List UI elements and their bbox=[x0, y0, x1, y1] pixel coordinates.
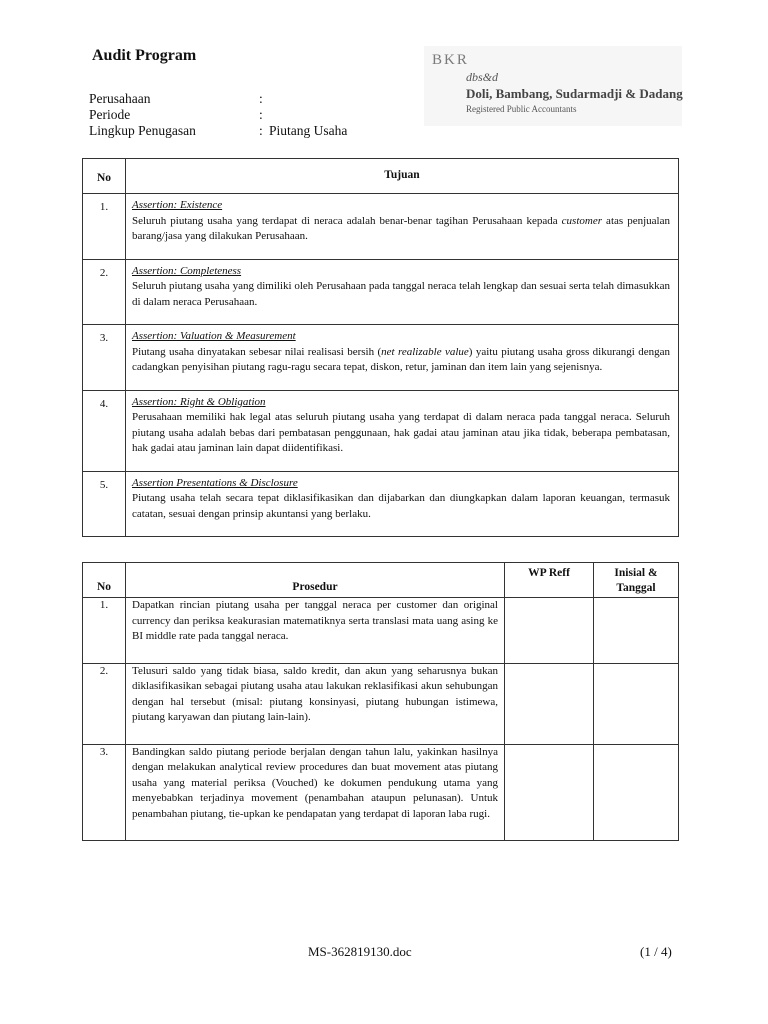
inisial-cell[interactable] bbox=[594, 744, 679, 841]
table-header-row bbox=[83, 159, 679, 194]
row-no: 4. bbox=[83, 390, 126, 471]
row-text: Assertion: Completeness Seluruh piutang usaha yang dimiliki oleh Perusahaan pada tanggal neraca telah lengkap dan sesuai serta telah dimasukkan di dalam neraca Perusahaan. bbox=[126, 259, 679, 325]
header-tujuan: Tujuan bbox=[126, 159, 679, 194]
meta-value: Piutang Usaha bbox=[269, 123, 348, 138]
footer-page-number: (1 / 4) bbox=[640, 944, 672, 959]
logo-registered: Registered Public Accountants bbox=[466, 104, 577, 114]
assertion-heading: Assertion Presentations & Disclosure bbox=[132, 476, 298, 489]
document-title: Audit Program bbox=[92, 47, 197, 64]
footer-doc-name: MS-362819130.doc bbox=[308, 944, 412, 959]
row-no: 5. bbox=[83, 471, 126, 537]
table-row bbox=[83, 598, 679, 664]
header-wp-reff: WP Reff bbox=[505, 563, 594, 598]
header-inisial-tanggal: Inisial & Tanggal bbox=[594, 563, 679, 598]
row-text: Assertion: Right & Obligation Perusahaan memiliki hak legal atas seluruh piutang usaha yang terdapat di dalam neraca pada tanggal neraca. Seluruh piutang usaha adalah bebas dari pembatasan penggunaan, hak gadai atau jaminan atau jika tidak, beberapa pembatasan, hak gadai atau jaminan lain dapat diidentifikasi. bbox=[126, 390, 679, 471]
table-row bbox=[83, 325, 679, 391]
assertion-heading: Assertion: Existence bbox=[132, 199, 223, 211]
wp-reff-cell[interactable] bbox=[505, 744, 594, 841]
table-row bbox=[83, 194, 679, 260]
row-text: Bandingkan saldo piutang periode berjalan dengan tahun lalu, yakinkan hasilnya dengan melakukan analytical review procedures dan buat movement atas piutang usaha yang material periksa (Vouched) ke dokumen pendukung utama yang menyebabkan terjadinya movement (penambahan ataupun pelunasan). Untuk penambahan piutang, tie-upkan ke pendapatan yang terdapat di laporan laba rugi. bbox=[126, 744, 505, 841]
table-row bbox=[83, 744, 679, 841]
meta-row-periode: Periode : bbox=[89, 107, 263, 122]
logo-firm-name: Doli, Bambang, Sudarmadji & Dadang bbox=[466, 86, 683, 101]
row-no: 2. bbox=[83, 663, 126, 744]
table-row bbox=[83, 390, 679, 471]
logo-dbs: dbs&d bbox=[466, 70, 499, 84]
row-text: Telusuri saldo yang tidak biasa, saldo kredit, dan akun yang seharusnya bukan diklasifikasikan sebagai piutang usaha atau lakukan reklasifikasi akun sehubungan dengan hal tersebut (misal: piutang konsinyasi, piutang hubungan istimewa, piutang karyawan dan piutang lain-lain). bbox=[126, 663, 505, 744]
row-no: 3. bbox=[83, 744, 126, 841]
inisial-cell[interactable] bbox=[594, 598, 679, 664]
table-row bbox=[83, 471, 679, 537]
wp-reff-cell[interactable] bbox=[505, 663, 594, 744]
table-header-row bbox=[83, 563, 679, 598]
row-text: Assertion: Existence Seluruh piutang usaha yang terdapat di neraca adalah benar-benar tagihan Perusahaan kepada customer atas penjualan barang/jasa yang dilakukan Perusahaan. bbox=[126, 194, 679, 260]
wp-reff-cell[interactable] bbox=[505, 598, 594, 664]
meta-row-perusahaan: Perusahaan : bbox=[89, 91, 263, 106]
assertion-heading: Assertion: Right & Obligation bbox=[132, 395, 266, 408]
table-row bbox=[83, 259, 679, 325]
row-no: 3. bbox=[83, 325, 126, 391]
meta-label: Periode bbox=[89, 107, 131, 122]
tujuan-table bbox=[82, 158, 679, 537]
meta-row-lingkup: Lingkup Penugasan : Piutang Usaha bbox=[89, 123, 348, 138]
header-no: No bbox=[83, 159, 126, 194]
prosedur-table bbox=[82, 562, 679, 841]
assertion-heading: Assertion: Valuation & Measurement bbox=[132, 330, 296, 342]
header-no: No bbox=[83, 563, 126, 598]
meta-label: Perusahaan bbox=[89, 91, 151, 106]
assertion-heading: Assertion: Completeness bbox=[132, 264, 242, 277]
row-text: Dapatkan rincian piutang usaha per tanggal neraca per customer dan original currency dan periksa keakurasian matematiknya serta translasi mata uang asing ke BI middle rate pada tanggal neraca. bbox=[126, 598, 505, 664]
meta-label: Lingkup Penugasan bbox=[89, 123, 196, 138]
row-no: 1. bbox=[83, 194, 126, 260]
logo-bkr: BKR bbox=[432, 52, 469, 68]
row-no: 2. bbox=[83, 259, 126, 325]
row-no: 1. bbox=[83, 598, 126, 664]
row-text: Assertion: Valuation & Measurement Piutang usaha dinyatakan sebesar nilai realisasi bersih (net realizable value) yaitu piutang usaha gross dikurangi dengan cadangkan penyisihan piutang ragu-ragu secara tepat, diskon, retur, jaminan dan item lain yang sejenisnya. bbox=[126, 325, 679, 391]
meta-block bbox=[89, 91, 347, 139]
inisial-cell[interactable] bbox=[594, 663, 679, 744]
table-row bbox=[83, 663, 679, 744]
row-text: Assertion Presentations & Disclosure Piutang usaha telah secara tepat diklasifikasikan dan dijabarkan dan diungkapkan dalam laporan keuangan, termasuk catatan, sesuai dengan prinsip akuntansi yang berlaku. bbox=[126, 471, 679, 537]
header-prosedur: Prosedur bbox=[126, 563, 505, 598]
firm-logo bbox=[424, 46, 682, 126]
